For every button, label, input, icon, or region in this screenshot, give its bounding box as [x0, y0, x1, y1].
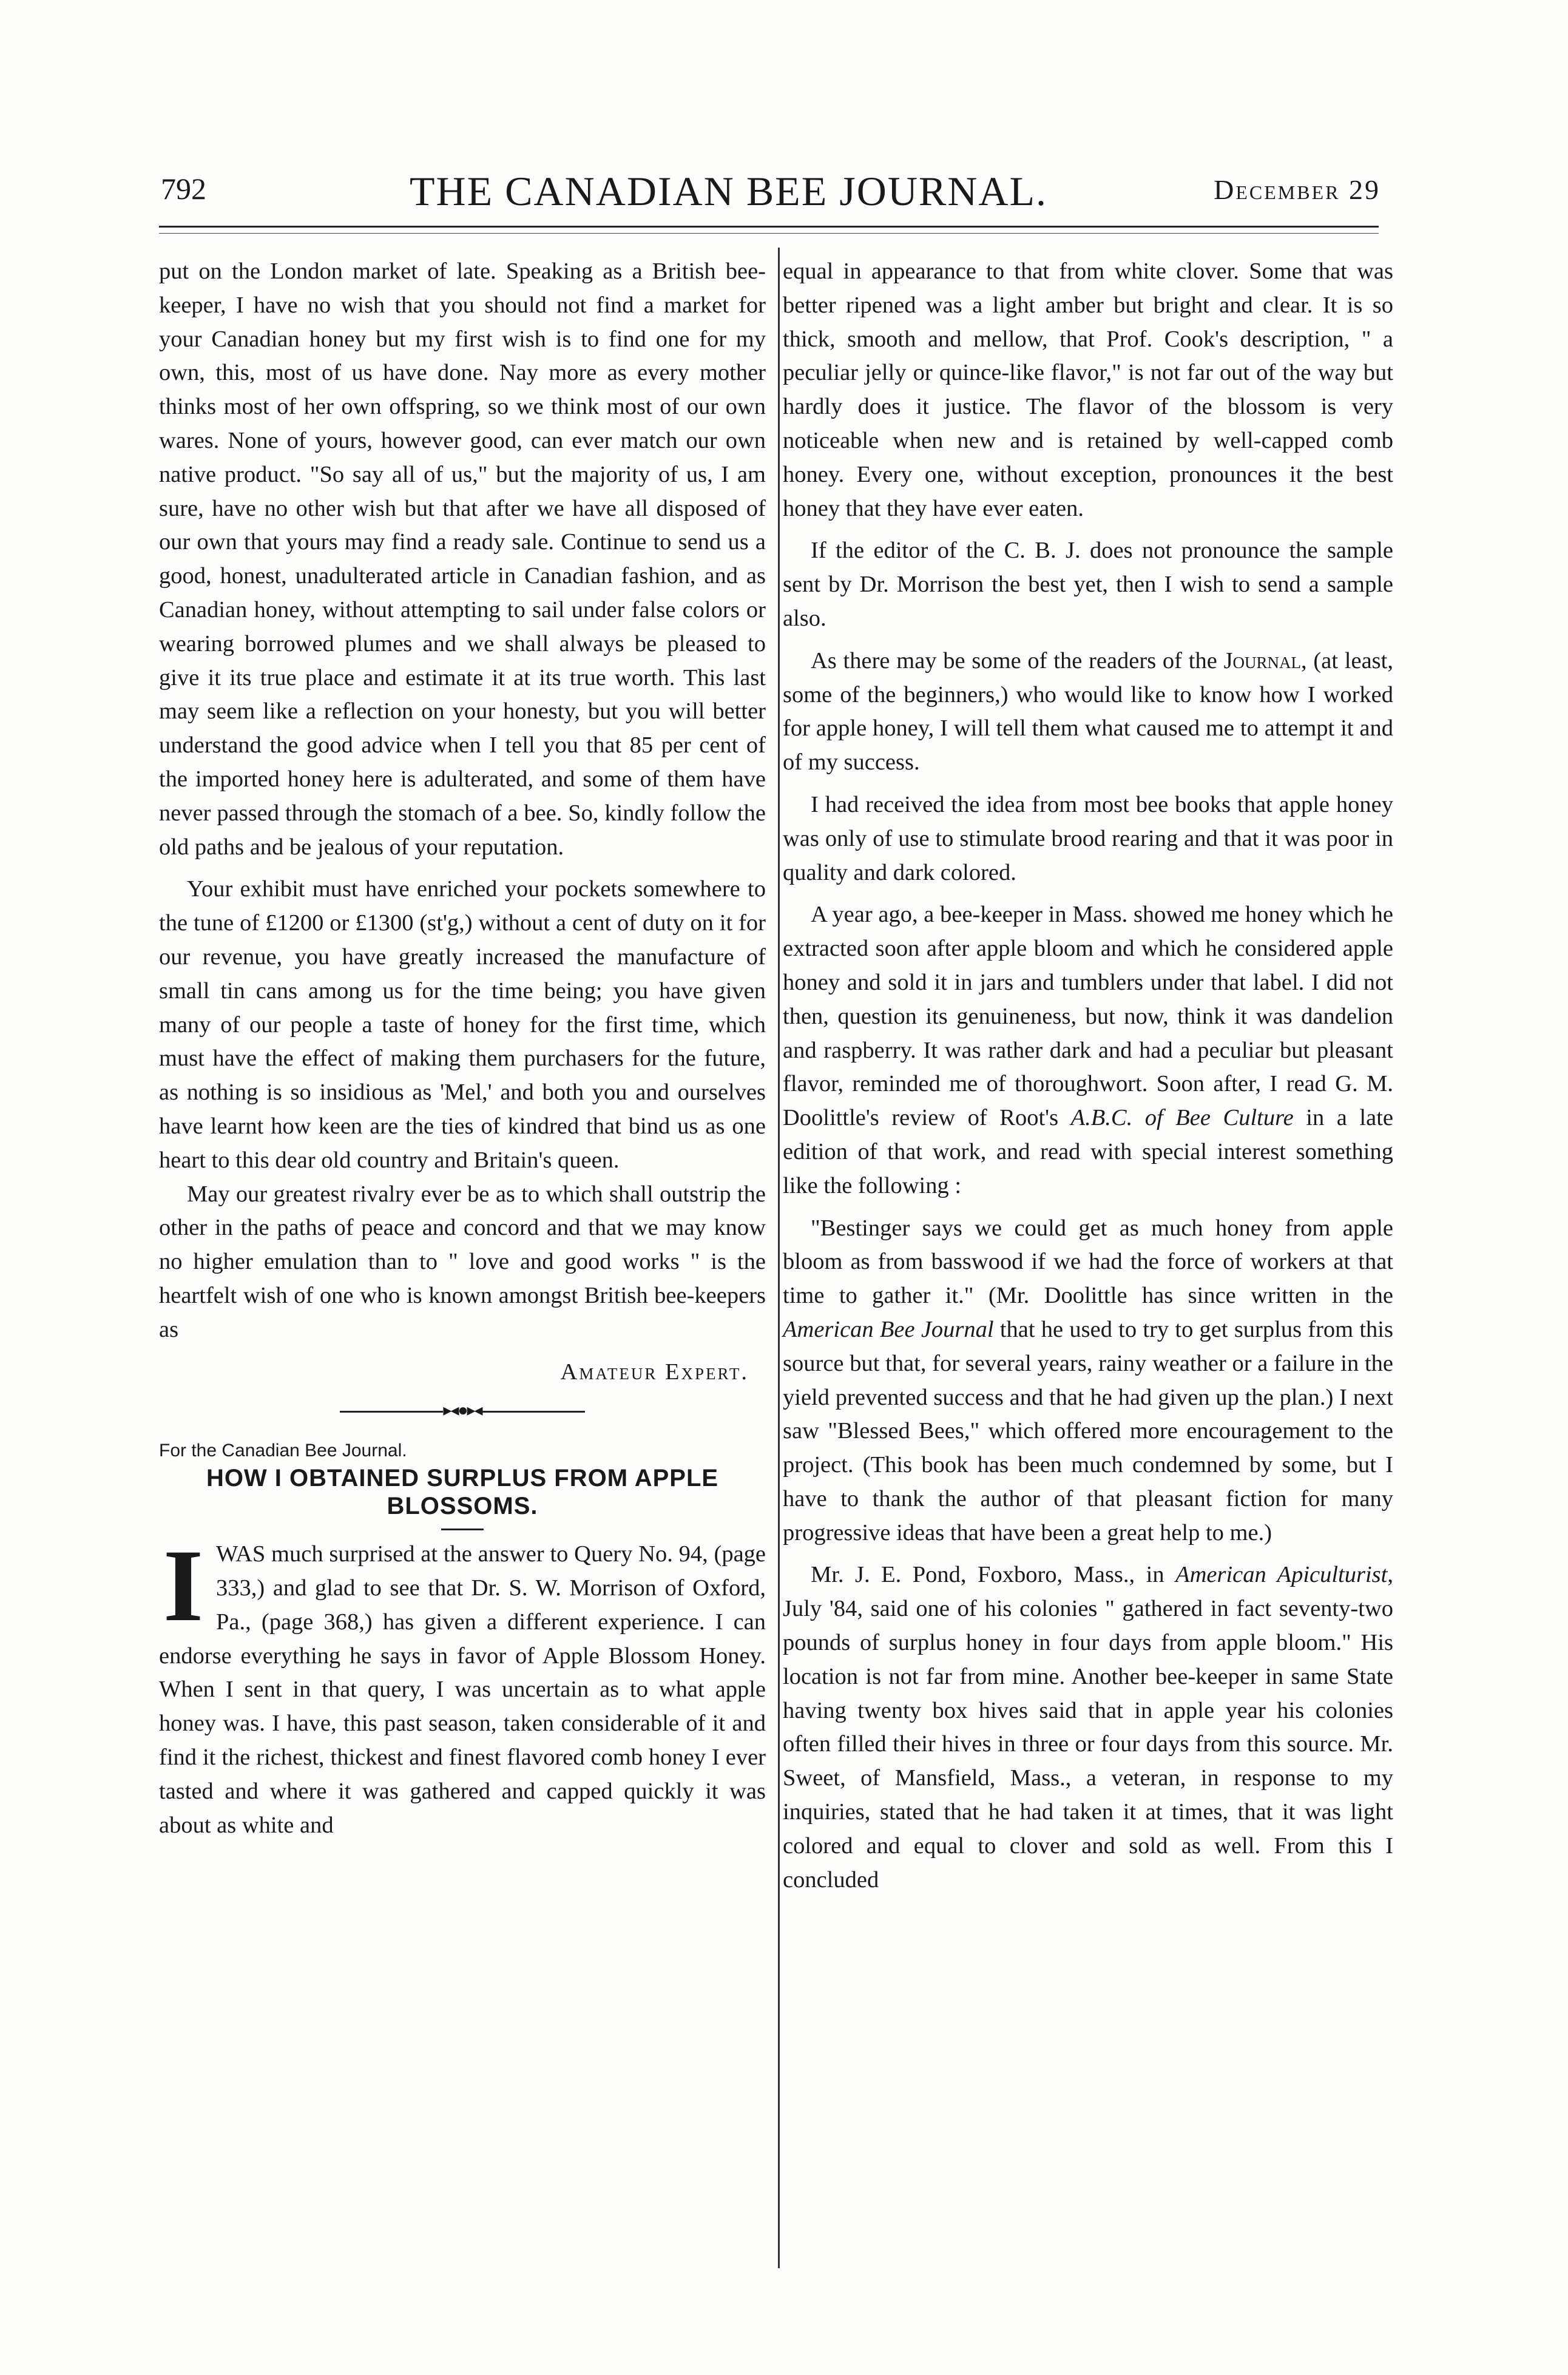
right-paragraph-1: equal in appearance to that from white clover. Some that was better ripened was a light amber but bright and clear. It is so thick, smooth and mellow, that Prof. Cook's description, " a peculiar jelly or quince-like flavor," is not far out of the way but hardly does it justice. The flavor of the blossom is very noticeable when new and is retained by well-capped comb honey. Every one, without exception, pronounces it the best honey that they have ever eaten.: [783, 258, 1393, 521]
ornament-glyph: ▸◂●▸◂: [443, 1401, 482, 1421]
right-paragraph-5: [783, 898, 1393, 1203]
section-ornament: [159, 1399, 766, 1423]
right-paragraph-3-text-b: , (at least, some of the beginners,) who would like to know how I worked for apple honey, I will tell them what caused me to attempt it and of my success.: [783, 647, 1393, 775]
source-line: For the Canadian Bee Journal.: [159, 1441, 407, 1461]
book-title-abc: A.B.C. of Bee Culture: [1070, 1105, 1294, 1131]
left-paragraph-1: put on the London market of late. Speaking as a British bee-keeper, I have no wish that you should not find a market for your Canadian honey but my first wish is to find one for my own, this, most of us have done. Nay more as every mother thinks most of her own offspring, so we think most of our own wares. None of yours, however good, can ever match our own native product. "So say all of us," but the majority of us, I am sure, have no other wish but that after we have all disposed of our own that yours may find a ready sale. Continue to send us a good, honest, unadulterated article in Canadian fashion, and as Canadian honey, without attempting to sail under false colors or wearing borrowed plumes and we shall always be pleased to give it its true place and estimate it at its true worth. This last may seem like a reflection on your honesty, but you will better understand the good advice when I tell you that 85 per cent of the imported honey here is adulterated, and some of them have never passed through the stomach of a bee. So, kindly follow the old paths and be jealous of your reputation.: [159, 258, 766, 860]
article-heading: HOW I OBTAINED SURPLUS FROM APPLE BLOSSOMS.: [206, 1465, 719, 1520]
ornament-rule-right: [482, 1411, 585, 1413]
right-paragraph-3-text-a: As there may be some of the readers of the: [811, 647, 1224, 674]
right-paragraph-7-text-b: , July '84, said one of his colonies " gathered in fact seventy-two pounds of surplus honey in four days from apple bloom." His location is not far from mine. Another bee-keeper in same State having twenty box hives said that in apple year his colonies often filled their hives in three or four days from this source. Mr. Sweet, of Mansfield, Mass., a veteran, in response to my inquiries, stated that he had taken it at times, that it was light colored and equal to clover and sold as well. From this I concluded: [783, 1562, 1393, 1893]
right-paragraph-6: [783, 1212, 1393, 1550]
ornament-rule-left: [340, 1411, 443, 1413]
right-paragraph-2: If the editor of the C. B. J. does not pronounce the sample sent by Dr. Morrison the best yet, then I wish to send a sample also.: [783, 538, 1393, 631]
header-rule: [159, 226, 1379, 228]
drop-cap: I: [163, 1529, 204, 1643]
periodical-title-apiculturist: American Apiculturist: [1175, 1562, 1388, 1588]
article-opening-text: WAS much surprised at the answer to Query No. 94, (page 333,) and glad to see that Dr. S. W. Morrison of Oxford, Pa., (page 368,) has given a different experience. I can endorse everything he says in favor of Apple Blossom Honey. When I sent in that query, I was uncertain as to what apple honey was. I have, this past season, taken considerable of it and find it the richest, thickest and finest flavored comb honey I ever tasted and where it was gathered and capped quickly it was about as white and: [159, 1541, 766, 1838]
author-signature: Amateur Expert.: [560, 1359, 749, 1385]
journal-title: THE CANADIAN BEE JOURNAL.: [410, 168, 1048, 214]
column-divider: [778, 248, 780, 2268]
right-paragraph-7: [783, 1558, 1393, 1897]
left-paragraph-2: Your exhibit must have enriched your pockets somewhere to the tune of £1200 or £1300 (st'g,) without a cent of duty on it for our revenue, you have greatly increased the manufacture of small tin cans among us for the time being; you have given many of our people a taste of honey for the first time, which must have the effect of making them purchasers for the future, as nothing is so insidious as 'Mel,' and both you and ourselves have learnt how keen are the ties of kindred that bind us as one heart to this dear old country and Britain's queen.: [159, 876, 766, 1173]
heading-rule: [441, 1529, 484, 1530]
left-paragraph-4: [159, 1529, 766, 1842]
page-number: 792: [161, 172, 206, 206]
right-paragraph-6-text-b: that he used to try to get surplus from this source but that, for several years, rainy weather or a failure in the yield prevented success and that he had given up the plan.) I next saw "Blessed Bees," which offered more encouragement to the project. (This book has been much condemned by some, but I have to thank the author of that pleasant fiction for many progressive ideas that have been a great help to me.): [783, 1316, 1393, 1546]
right-paragraph-3: [783, 644, 1393, 780]
right-column: [783, 255, 1393, 1897]
left-paragraph-3: May our greatest rivalry ever be as to which shall outstrip the other in the paths of peace and concord and that we may know no higher emulation than to " love and good works " is the heartfelt wish of one who is known amongst British bee-keepers as: [159, 1181, 766, 1342]
right-paragraph-5-text-a: A year ago, a bee-keeper in Mass. showed me honey which he extracted soon after apple bloom and which he considered apple honey and sold it in jars and tumblers under that label. I did not then, question its genuineness, but now, think it was dandelion and raspberry. It was rather dark and had a peculiar but pleasant flavor, reminded me of thoroughwort. Soon after, I read G. M. Doolittle's review of Root's: [783, 902, 1393, 1131]
right-paragraph-4: I had received the idea from most bee books that apple honey was only of use to stimulate brood rearing and that it was poor in quality and dark colored.: [783, 791, 1393, 885]
right-paragraph-7-text-a: Mr. J. E. Pond, Foxboro, Mass., in: [811, 1562, 1176, 1588]
right-paragraph-5-text-b: in a late edition of that work, and read with special interest something like the following :: [783, 1105, 1393, 1198]
page-header: [161, 168, 1380, 220]
periodical-title-abj: American Bee Journal: [783, 1316, 994, 1342]
left-column: [159, 255, 766, 1842]
header-rule-thin: [159, 233, 1379, 234]
issue-date: December 29: [1214, 174, 1380, 205]
journal-reference: Journal: [1223, 647, 1302, 674]
right-paragraph-6-text-a: "Bestinger says we could get as much honey from apple bloom as from basswood if we had the force of workers at that time to gather it." (Mr. Doolittle has since written in the: [783, 1215, 1393, 1309]
